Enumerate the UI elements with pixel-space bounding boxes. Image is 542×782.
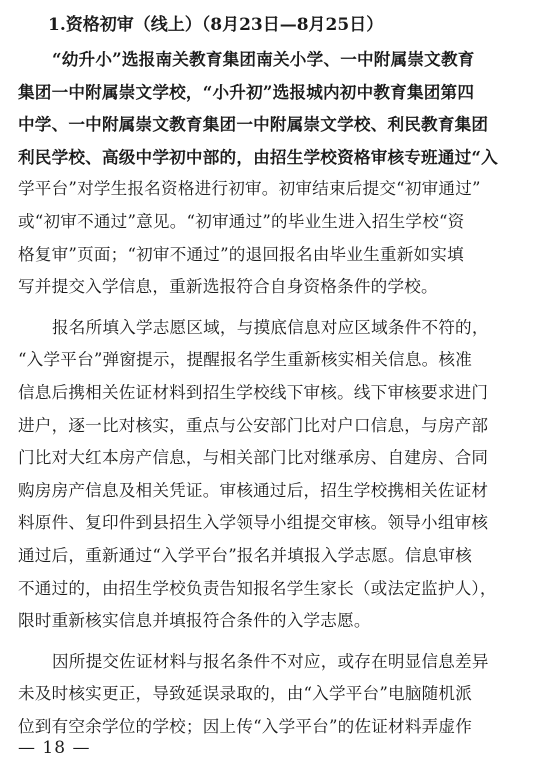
paragraph-line: 通过后，重新通过“入学平台”报名并填报入学志愿。信息审核 [18, 545, 473, 565]
paragraph-line: “入学平台”弹窗提示，提醒报名学生重新核实相关信息。核准 [18, 350, 473, 370]
paragraph-line: 门比对大红本房产信息，与相关部门比对继承房、自建房、合同 [18, 448, 489, 468]
paragraph-line: 不通过的，由招生学校负责告知报名学生家长（或法定监护人）， [18, 578, 497, 598]
paragraph-line: 限时重新核实信息并填报符合条件的入学志愿。 [18, 611, 371, 631]
paragraph-1 [18, 43, 526, 304]
paragraph-line: 利民学校、高级中学初中部的，由招生学校资格审核专班通过“入 [18, 146, 498, 167]
page-number: — 18 — [18, 738, 91, 758]
paragraph-line: 因所提交佐证材料与报名条件不对应，或存在明显信息差异 [52, 651, 489, 671]
paragraph-line: 购房房产信息及相关凭证。审核通过后，招生学校携相关佐证材 [18, 480, 489, 500]
paragraph-line: 未及时核实更正，导致延误录取的，由“入学平台”电脑随机派 [18, 684, 473, 704]
paragraph-line: 学平台”对学生报名资格进行初审。初审结束后提交“初审通过” [18, 179, 481, 199]
paragraph-line: 或“初审不通过”意见。“初审通过”的毕业生进入招生学校“资 [18, 211, 465, 231]
paragraph-3 [18, 646, 526, 744]
paragraph-2 [18, 312, 526, 638]
paragraph-line: 集团一中附属崇文学校，“小升初”选报城内初中教育集团第四 [18, 81, 475, 102]
paragraph-line: “幼升小”选报南关教育集团南关小学、一中附属崇文教育 [52, 49, 475, 69]
paragraph-line: 格复审”页面；“初审不通过”的退回报名由毕业生重新如实填 [18, 244, 464, 264]
paragraph-line: 进户，逐一比对核实，重点与公安部门比对户口信息，与房产部 [18, 415, 489, 435]
paragraph-line: 料原件、复印件到县招生入学领导小组提交审核。领导小组审核 [18, 513, 489, 533]
paragraph-line: 位到有空余学位的学校；因上传“入学平台”的佐证材料弄虚作 [18, 716, 473, 736]
document-page [18, 10, 526, 743]
paragraph-line: 中学、一中附属崇文教育集团一中附属崇文学校、利民教育集团 [18, 114, 489, 135]
paragraph-line: 报名所填入学志愿区域，与摸底信息对应区域条件不符的， [52, 317, 489, 337]
paragraph-line: 写并提交入学信息，重新选报符合自身资格条件的学校。 [18, 277, 438, 297]
section-heading: 1.资格初审（线上）（8月23日—8月25日） [48, 15, 384, 35]
paragraph-line: 信息后携相关佐证材料到招生学校线下审核。线下审核要求进门 [18, 382, 489, 402]
